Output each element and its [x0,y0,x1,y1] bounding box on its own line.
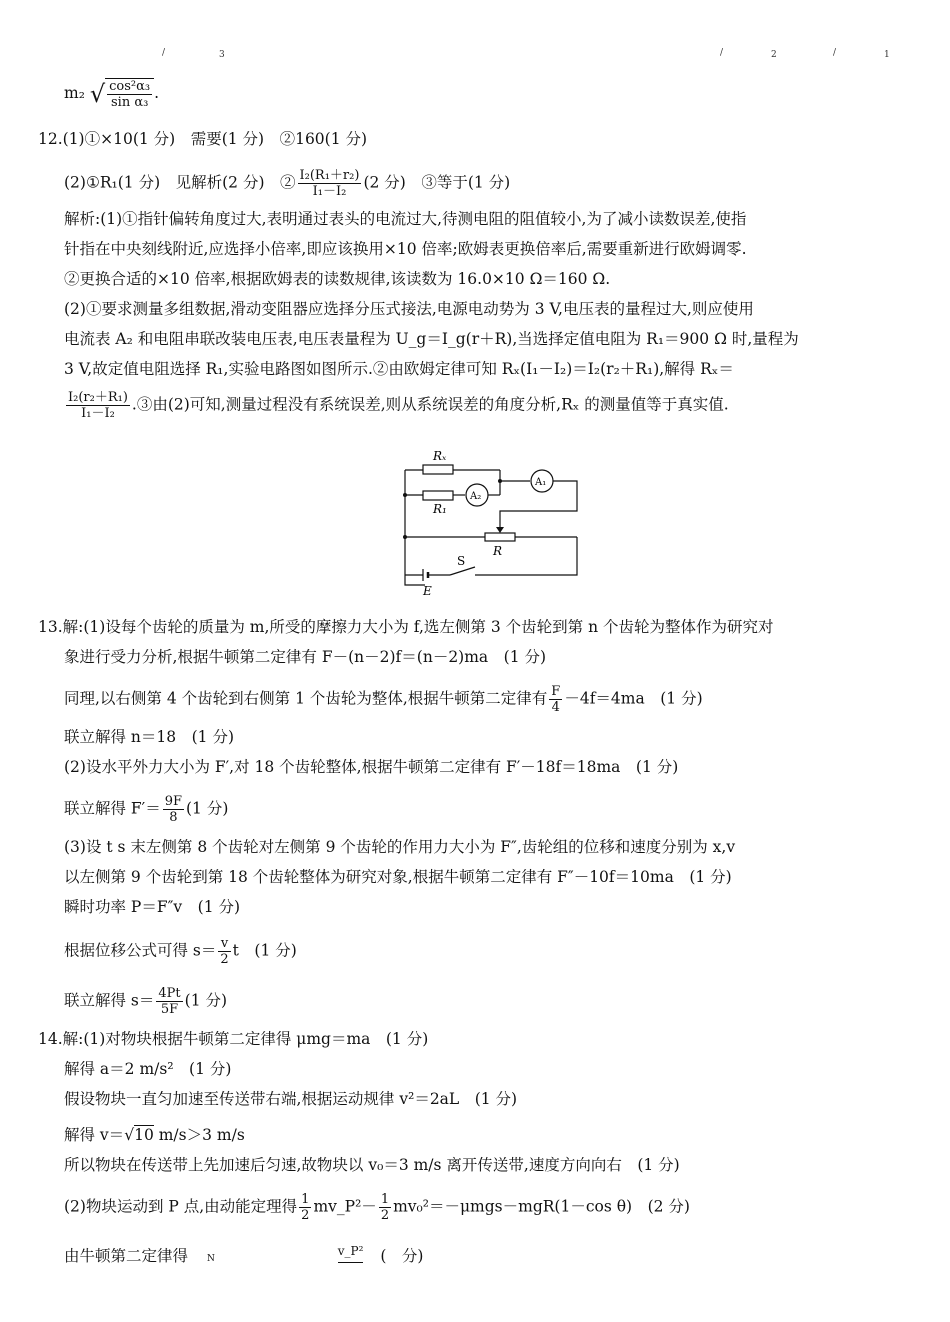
q14-l7-num: v_P² [338,1240,364,1263]
q14-line7 [64,1240,423,1270]
q12-analysis-6: 3 V,故定值电阻选择 R₁,实验电路图如图所示.②由欧姆定律可知 Rₓ(I₁－I₂)＝I₂(r₂＋R₁),解得 Rₓ＝ [64,360,734,378]
q13-line11 [64,986,227,1017]
q14-l7-n: N [206,1254,215,1264]
q12-analysis-3: ②更换合适的×10 倍率,根据欧姆表的读数规律,该读数为 16.0×10 Ω＝160 Ω. [64,270,611,288]
header-mark: 1 [884,50,890,60]
q13-line8: 以左侧第 9 个齿轮到第 18 个齿轮整体为研究对象,根据牛顿第二定律有 F″－10f＝10ma (1 分) [64,868,732,886]
q13-l6-frac [163,794,184,825]
q13-line7: (3)设 t s 末左侧第 8 个齿轮对左侧第 9 个齿轮的作用力大小为 F″,齿轮组的位移和速度分别为 x,v [64,838,736,856]
frac-num: 1 [301,1192,310,1207]
sqrt-icon: √ [124,1126,135,1144]
q12-line2-frac [298,168,362,199]
label-r1: R₁ [433,502,447,516]
q12-a7-text: .③由(2)可知,测量过程没有系统误差,则从系统误差的角度分析,Rₓ 的测量值等于真实值. [131,395,729,414]
q13-l11-a: 联立解得 s＝ [64,991,155,1010]
q12-analysis-7 [64,390,729,421]
frac-den: 2 [301,1208,310,1223]
q12-line2-a: (2)①R₁(1 分) 见解析(2 分) ② [64,173,296,192]
q13-l3-a: 同理,以右侧第 4 个齿轮到右侧第 1 个齿轮为整体,根据牛顿第二定律有 [64,689,548,708]
q12-analysis-1: 解析:(1)①指针偏转角度过大,表明通过表头的电流过大,待测电阻的阻值较小,为了减小读数误差,使指 [64,210,747,228]
q13-l3-b: －4f＝4ma (1 分) [564,689,703,708]
frac-num: I₂(R₁＋r₂) [299,168,360,183]
frac-num: 4Pt [158,986,181,1001]
q14-line6 [64,1192,690,1223]
q13-line5: (2)设水平外力大小为 F′,对 18 个齿轮整体,根据牛顿第二定律有 F′－18f＝18ma (1 分) [64,758,679,776]
q14-line1: 14.解:(1)对物块根据牛顿第二定律得 μmg＝ma (1 分) [38,1030,429,1048]
q14-l6-frac2 [379,1192,391,1223]
q14-l4-a: 解得 v＝ [64,1126,125,1144]
label-s: S [457,554,466,568]
q11-num: cos²α₃ [109,79,151,94]
switch [450,567,475,575]
q12-line2-b: (2 分) ③等于(1 分) [363,173,511,192]
frac-num: 9F [164,794,182,809]
label-r: R [493,544,503,558]
header-mark: / [720,48,724,58]
q13-l6-b: (1 分) [186,799,229,818]
frac-den: I₁－I₂ [312,184,347,199]
label-e: E [423,584,432,598]
q13-l10-frac [218,936,230,967]
q14-l4-rad: 10 [134,1126,154,1144]
frac-num: F [551,684,561,699]
q14-line2: 解得 a＝2 m/s² (1 分) [64,1060,232,1078]
q12-a7-frac [66,390,130,421]
frac-den: 2 [380,1208,390,1223]
q14-l6-frac1 [299,1192,311,1223]
q14-l7-a: 由牛顿第二定律得 [64,1247,189,1265]
frac-num: I₂(r₂＋R₁) [68,390,128,405]
q13-l10-a: 根据位移公式可得 s＝ [64,941,217,960]
frac-den: 2 [220,952,229,967]
header-mark: / [162,48,166,58]
q14-l4-b: m/s＞3 m/s [153,1126,245,1144]
circuit-diagram [395,445,590,600]
q13-line1: 13.解:(1)设每个齿轮的质量为 m,所受的摩擦力大小为 f,选左侧第 3 个齿轮到第 n 个齿轮为整体作为研究对 [38,618,774,636]
header-mark: 3 [219,50,225,60]
q12-line1: 12.(1)①×10(1 分) 需要(1 分) ②160(1 分) [38,130,368,148]
q13-line10 [64,936,297,967]
q12-analysis-4: (2)①要求测量多组数据,滑动变阻器应选择分压式接法,电源电动势为 3 V,电压表的量程过大,则应使用 [64,300,754,318]
rx-resistor [423,465,453,474]
q14-l6-m1: mv_P²－ [313,1197,377,1216]
q13-line3 [64,684,703,715]
q12-line2 [64,168,510,199]
header-mark: 2 [771,50,777,60]
frac-den: 5F [160,1002,179,1017]
r1-resistor [423,491,453,500]
q14-line5: 所以物块在传送带上先加速后匀速,故物块以 v₀＝3 m/s 离开传送带,速度方向向右 (1 分) [64,1156,680,1174]
q11-mass: m₂ [64,84,85,102]
q12-analysis-5: 电流表 A₂ 和电阻串联改装电压表,电压表量程为 U_g＝I_g(r＋R),当选择定值电阻为 R₁＝900 Ω 时,量程为 [64,330,799,348]
q13-line4: 联立解得 n＝18 (1 分) [64,728,235,746]
q11-tail: m₂ √ $\frac{\text{cos²α₃}}{\text{sin α₃}}$ . [64,79,160,110]
frac-num: 1 [380,1192,390,1207]
q13-line9: 瞬时功率 P＝F″v (1 分) [64,898,241,916]
frac-den: 4 [551,700,560,715]
q13-l11-frac [156,986,182,1017]
label-a2: A₂ [470,491,482,502]
q14-l7-b: ( 分) [380,1247,424,1265]
q13-line6 [64,794,228,825]
q14-l6-b: mv₀²＝－μmgs－mgR(1－cos θ) (2 分) [393,1197,690,1216]
q14-line3: 假设物块一直匀加速至传送带右端,根据运动规律 v²＝2aL (1 分) [64,1090,518,1108]
q14-line4 [64,1124,245,1146]
q11-den: sin α₃ [110,95,149,110]
q13-l6-a: 联立解得 F′＝ [64,799,161,818]
q13-l3-frac [549,684,562,715]
q14-l6-a: (2)物块运动到 P 点,由动能定理得 [64,1197,298,1216]
label-a1: A₁ [535,477,547,488]
q11-end: . [154,84,160,102]
q11-fraction [107,79,152,110]
q12-analysis-2: 针指在中央刻线附近,应选择小倍率,即应该换用×10 倍率;欧姆表更换倍率后,需要重新进行欧姆调零. [64,240,747,258]
q13-l11-b: (1 分) [184,991,228,1010]
q13-line2: 象进行受力分析,根据牛顿第二定律有 F－(n－2)f＝(n－2)ma (1 分) [64,648,547,666]
frac-num: v [218,936,230,952]
q13-l10-b: t (1 分) [232,941,297,960]
frac-den: 8 [169,810,178,825]
frac-den: I₁－I₂ [81,406,115,421]
header-mark: / [833,48,837,58]
label-rx: Rₓ [433,449,447,463]
rheostat [485,533,515,541]
